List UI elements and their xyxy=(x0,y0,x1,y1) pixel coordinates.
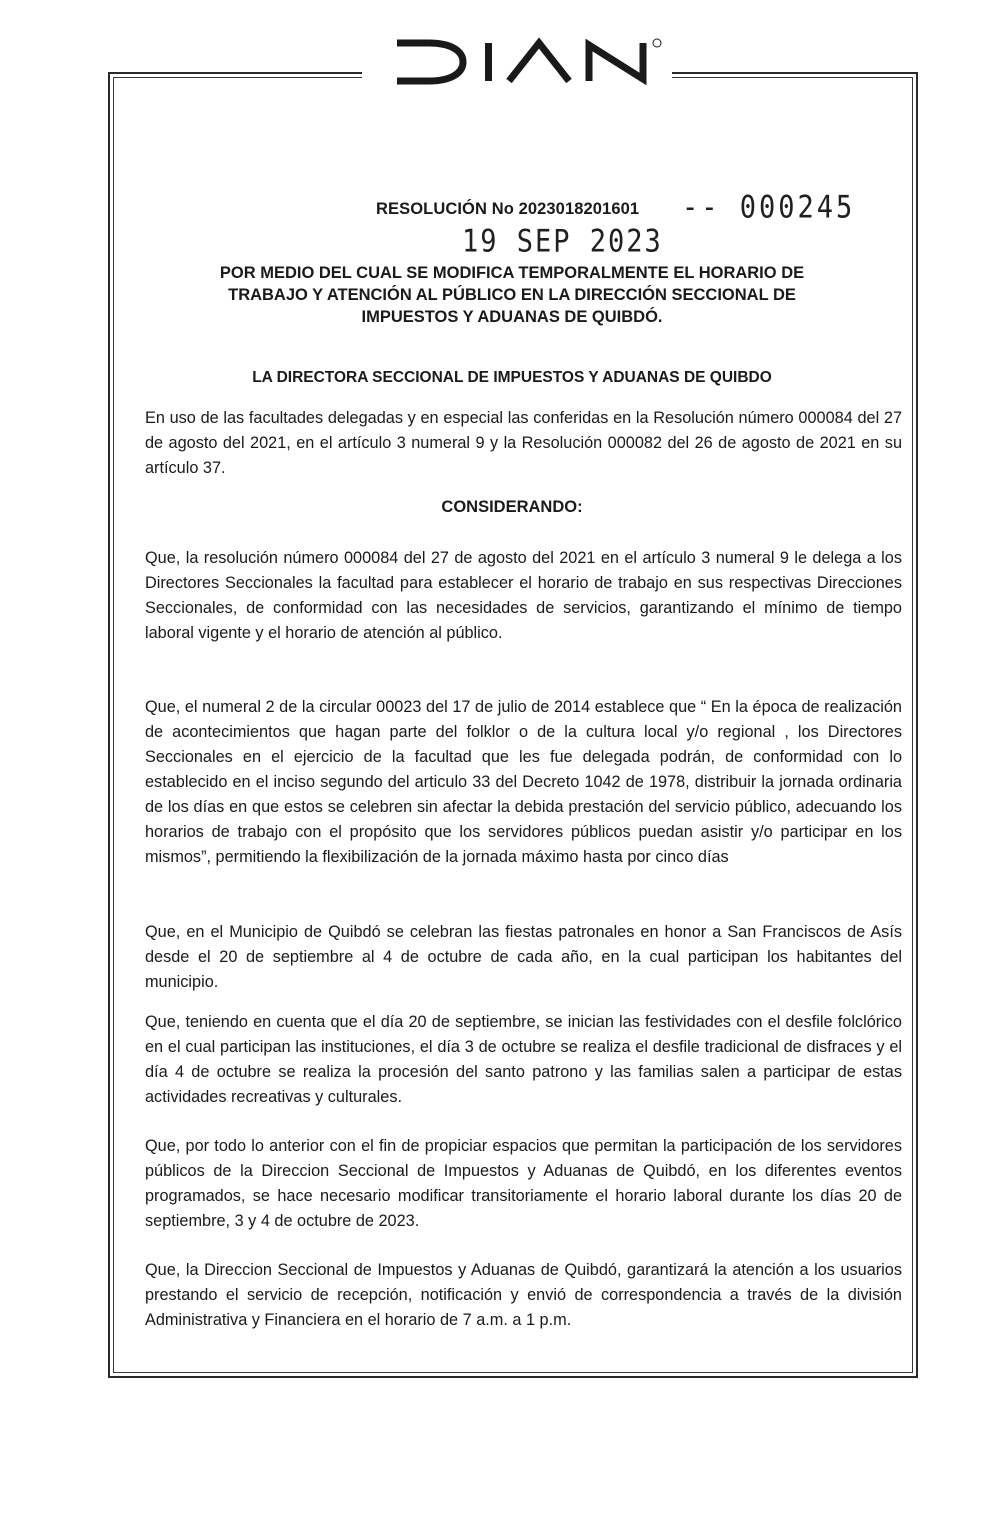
paragraph-5: Que, por todo lo anterior con el fin de propiciar espacios que permitan la participación de los servidores públicos de la Direccion Seccional de Impuestos y Aduanas de Quibdó, en los diferentes eventos programados, se hace necesario modificar transitoriamente el horario laboral durante los días 20 de septiembre, 3 y 4 de octubre de 2023. xyxy=(145,1137,902,1230)
dian-logo xyxy=(362,30,672,90)
paragraph-3: Que, en el Municipio de Quibdó se celebran las fiestas patronales en honor a San Franciscos de Asís desde el 20 de septiembre al 4 de octubre de cada año, en la cual participan los habitantes del municipio. xyxy=(145,923,902,991)
title-line: TRABAJO Y ATENCIÓN AL PÚBLICO EN LA DIRECCIÓN SECCIONAL DE xyxy=(228,286,796,304)
paragraph-6: Que, la Direccion Seccional de Impuestos y Aduanas de Quibdó, garantizará la atención a los usuarios prestando el servicio de recepción, notificación y envió de correspondencia a través de la división Administrativa y Financiera en el horario de 7 a.m. a 1 p.m. xyxy=(145,1261,902,1329)
paragraph-4: Que, teniendo en cuenta que el día 20 de septiembre, se inician las festividades con el desfile folclórico en el cual participan las instituciones, el día 3 de octubre se realiza el desfile tradicional de disfraces y el día 4 de octubre se realiza la procesión del santo patrono y las familias salen a participar de estas actividades recreativas y culturales. xyxy=(145,1013,902,1106)
considerando-heading: CONSIDERANDO: xyxy=(441,498,583,516)
resolution-title xyxy=(150,262,874,328)
stamp-date: 19 SEP 2023 xyxy=(462,224,663,260)
intro-paragraph: En uso de las facultades delegadas y en especial las conferidas en la Resolución número 000084 del 27 de agosto del 2021, en el artículo 3 numeral 9 y la Resolución 000082 del 26 de agosto de 2021 en su artículo 37. xyxy=(145,409,902,477)
title-line: POR MEDIO DEL CUAL SE MODIFICA TEMPORALMENTE EL HORARIO DE xyxy=(219,264,805,282)
paragraph-2: Que, el numeral 2 de la circular 00023 del 17 de julio de 2014 establece que “ En la época de realización de acontecimientos que hagan parte del folklor o de la cultura local y/o regional , los Directores Seccionales en el ejercicio de la facultad que les fue delegada podrán, de conformidad con lo establecido en el inciso segundo del articulo 33 del Decreto 1042 de 1978, distribuir la jornada ordinaria de los días en que estos se celebren sin afectar la debida prestación del servicio público, adecuando los horarios de trabajo con el propósito que los servidores públicos puedan asistir y/o participar en los mismos”, permitiendo la flexibilización de la jornada máximo hasta por cinco días xyxy=(145,698,902,866)
title-line: IMPUESTOS Y ADUANAS DE QUIBDÓ. xyxy=(361,308,663,326)
paragraph-1: Que, la resolución número 000084 del 27 de agosto del 2021 en el artículo 3 numeral 9 le delega a los Directores Seccionales la facultad para establecer el horario de trabajo en sus respectivas Direcciones Seccionales, de conformidad con las necesidades de servicios, garantizando el mínimo de tiempo laboral vigente y el horario de atención al público. xyxy=(145,549,902,642)
stamp-number: -- 000245 xyxy=(682,190,856,226)
director-heading: LA DIRECTORA SECCIONAL DE IMPUESTOS Y ADUANAS DE QUIBDO xyxy=(252,369,772,386)
resolution-number: RESOLUCIÓN No 2023018201601 xyxy=(376,200,640,218)
dian-logo-mark xyxy=(367,35,667,85)
